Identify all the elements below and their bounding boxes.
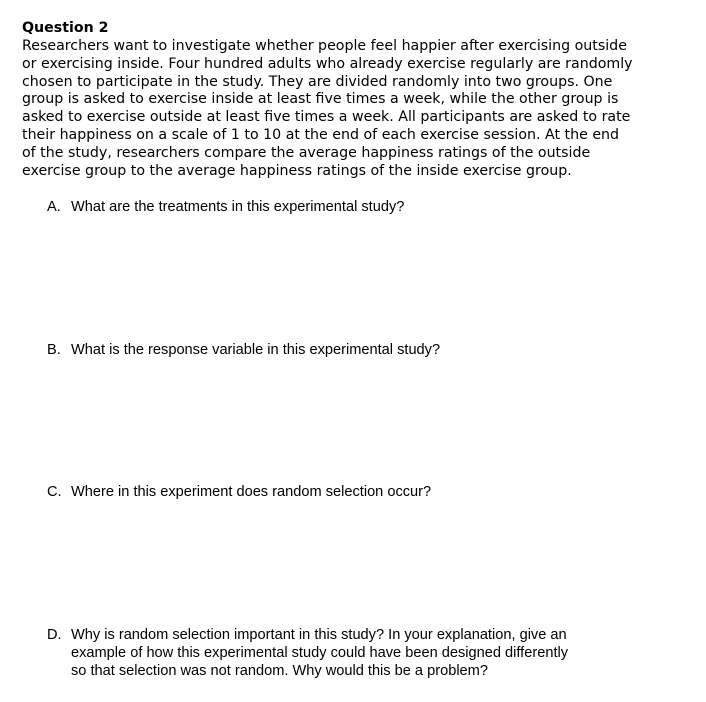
- part-b-prompt: What is the response variable in this experimental study?: [71, 342, 441, 358]
- stem-line: asked to exercise outside at least five times a week. All participants are asked to rate: [22, 109, 631, 126]
- part-d-line: [47, 627, 687, 645]
- stem-line: group is asked to exercise inside at least five times a week, while the other group is: [22, 91, 619, 108]
- part-c: [47, 484, 687, 502]
- stem-line: of the study, researchers compare the average happiness ratings of the outside: [22, 144, 591, 161]
- part-d-letter: D.: [47, 627, 62, 643]
- part-d-prompt-line-1: Why is random selection important in this study? In your explanation, give an: [71, 627, 567, 643]
- question-stem: [22, 38, 682, 180]
- part-a-line: [47, 199, 687, 217]
- part-d-prompt-line-2: example of how this experimental study could have been designed differently: [71, 644, 569, 661]
- stem-line: exercise group to the average happiness ratings of the inside exercise group.: [22, 162, 572, 179]
- stem-line: chosen to participate in the study. They are divided randomly into two groups. One: [22, 73, 613, 90]
- part-c-line: [47, 484, 687, 502]
- part-b: [47, 342, 687, 360]
- part-a: [47, 199, 687, 217]
- part-d: [47, 627, 687, 680]
- question-heading: Question 2: [22, 20, 109, 36]
- stem-line: or exercising inside. Four hundred adults who already exercise regularly are randomly: [22, 55, 633, 72]
- part-a-letter: A.: [47, 199, 61, 215]
- stem-line: Researchers want to investigate whether people feel happier after exercising outside: [22, 38, 627, 54]
- part-c-letter: C.: [47, 484, 62, 500]
- part-a-prompt: What are the treatments in this experimental study?: [71, 199, 405, 215]
- part-c-prompt: Where in this experiment does random selection occur?: [71, 484, 432, 500]
- part-b-letter: B.: [47, 342, 61, 358]
- stem-line: their happiness on a scale of 1 to 10 at the end of each exercise session. At the end: [22, 126, 620, 143]
- part-b-line: [47, 342, 687, 360]
- part-d-prompt-line-3: so that selection was not random. Why would this be a problem?: [71, 662, 488, 679]
